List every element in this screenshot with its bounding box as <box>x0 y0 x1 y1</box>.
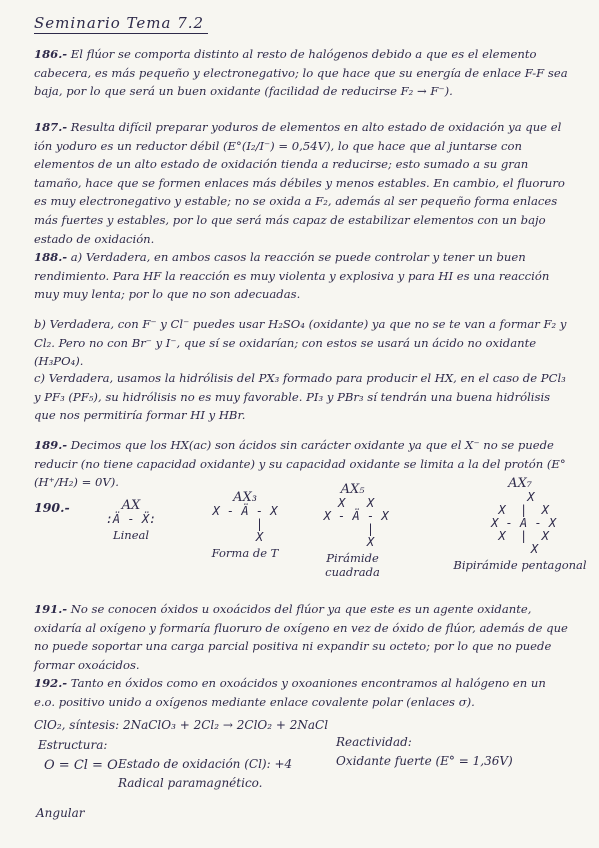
question-text: Resulta difícil preparar yoduros de elementos en alto estado de oxidación ya que el ión yoduro es un reductor débil (E°(I₂/I⁻) = 0,54V), lo que hace que al juntarse con elementos de un alto estado de oxidación tienda a reducirse; esto sumado a su gran tamaño, hace que se formen enlaces más débiles y menos estables. En cambio, el fluoruro es muy electronegativo y estable; no se oxida a F₂, además al ser pequeño forma enlaces más fuertes y estables, por lo que será más capaz de estabilizar elementos con un bajo estado de oxidación. <box>34 120 565 246</box>
molecule-label: Lineal <box>112 528 150 542</box>
question-text: No se conocen óxidos u oxoácidos del flúor ya que este es un agente oxidante, oxidaría al oxígeno y formaría fluoruro de oxígeno en vez de óxido de flúor, además de que no puede soportar una carga parcial positiva ni expandir su octeto; por lo que no puede formar oxoácidos. <box>34 602 568 672</box>
shape-label: Angular <box>36 806 85 820</box>
molecule-label: Forma de T <box>211 546 279 560</box>
oxidation-state: Estado de oxidación (Cl): +4 <box>118 757 293 771</box>
molecule-ax5 <box>300 482 405 579</box>
answer-b: b) Verdadera, con F⁻ y Cl⁻ puedes usar H₂SO₄ (oxidante) ya que no se te van a formar F₂ y Cl₂. Pero no con Br⁻ y I⁻, que sí se oxidarían; con estos se usará un ácido no oxidante (H₃PO₄). <box>34 317 567 369</box>
oxidant-note: Oxidante fuerte (E° = 1,36V) <box>336 754 513 768</box>
molecule-formula: AX₅ <box>340 482 365 497</box>
page-title: Seminario Tema 7.2 <box>34 14 205 32</box>
synthesis-line: ClO₂, síntesis: 2NaClO₃ + 2Cl₂ → 2ClO₂ + 2NaCl <box>34 718 329 732</box>
molecule-geometry: X X X - Ä - X | X <box>323 496 389 549</box>
question-192 <box>34 674 568 711</box>
question-188-a <box>34 248 568 304</box>
question-number: 189.- <box>34 438 68 452</box>
molecule-formula: AX₇ <box>508 476 532 491</box>
question-188-c <box>34 369 568 425</box>
question-text: El flúor se comporta distinto al resto de halógenos debido a que es el elemento cabecera, es más pequeño y electronegativo; lo que hace que su energía de enlace F-F sea baja, por lo que será un buen oxidante (facilidad de reducirse F₂ → F⁻). <box>34 47 568 99</box>
question-190-number: 190.- <box>34 500 70 515</box>
molecule-label: Pirámide cuadrada <box>325 551 380 579</box>
clo2-structure: O = Cl = O <box>44 758 118 773</box>
structure-label: Estructura: <box>38 738 108 752</box>
radical-note: Radical paramagnético. <box>118 776 263 790</box>
answer-a: a) Verdadera, en ambos casos la reacción se puede controlar y tener un buen rendimiento. Para HF la reacción es muy violenta y explosiva y para HI es una reacción muy muy lenta; por lo que no son adecuadas. <box>34 250 550 302</box>
question-number: 192.- <box>34 676 68 690</box>
question-number: 186.- <box>34 47 68 61</box>
question-text: Tanto en óxidos como en oxoácidos y oxoaniones encontramos al halógeno en un e.o. positivo unido a oxígenos mediante enlace covalente polar (enlaces σ). <box>34 676 546 709</box>
molecule-ax <box>96 498 166 542</box>
molecule-label: Bipirámide pentagonal <box>453 558 587 572</box>
question-number: 191.- <box>34 602 68 616</box>
molecule-ax7 <box>450 476 590 572</box>
question-186 <box>34 45 568 101</box>
molecule-ax3 <box>195 490 295 560</box>
question-number: 188.- <box>34 250 68 264</box>
question-number: 187.- <box>34 120 68 134</box>
question-188-b <box>34 315 568 371</box>
question-187 <box>34 118 568 248</box>
molecule-geometry: X X | X X - A - X X | X X <box>491 490 557 556</box>
reactivity-label: Reactividad: <box>336 735 412 749</box>
answer-c: c) Verdadera, usamos la hidrólisis del PX₃ formado para producir el HX, en el caso de PCl₃ y PF₃ (PF₅), su hidrólisis no es muy favorable. PI₃ y PBr₃ sí tendrán una buena hidrólisis que nos permitiría formar HI y HBr. <box>34 371 566 423</box>
question-text: Decimos que los HX(ac) son ácidos sin carácter oxidante ya que el X⁻ no se puede reducir (no tiene capacidad oxidante) y su capacidad oxidante se limita a la del protón (E°(H⁺/H₂) = 0V). <box>34 438 566 490</box>
molecule-geometry: :Ä - Ẍ: <box>105 512 157 526</box>
molecule-formula: AX₃ <box>233 490 257 505</box>
molecule-formula: AX <box>121 498 141 513</box>
molecule-geometry: X - Ä - X | X <box>212 504 278 544</box>
question-191 <box>34 600 568 674</box>
